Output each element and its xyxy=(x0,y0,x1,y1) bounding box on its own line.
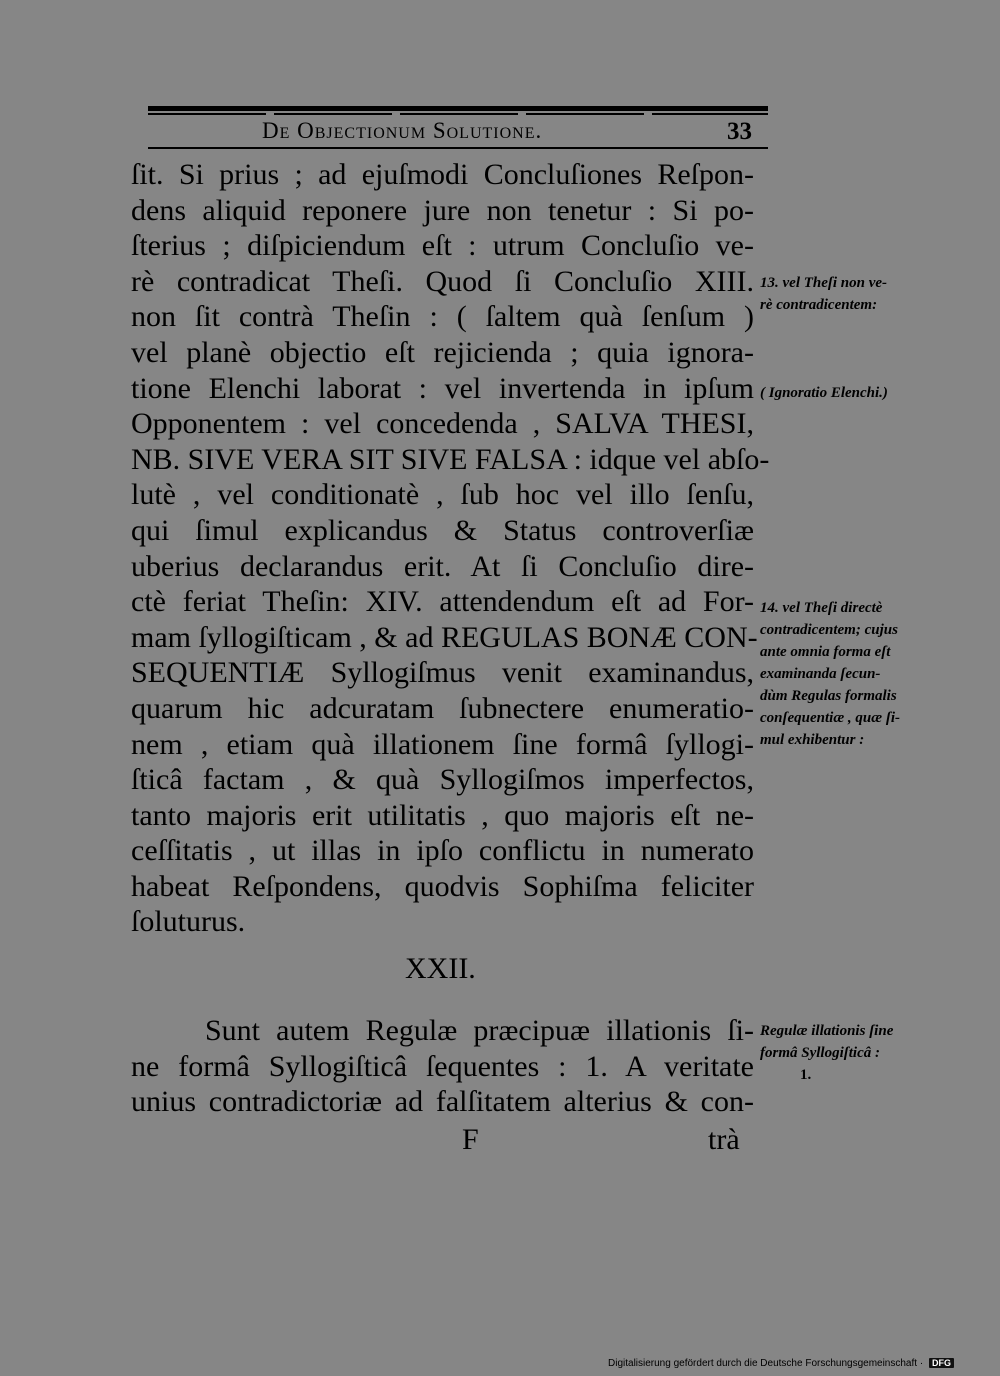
digitization-credit xyxy=(608,1358,954,1369)
text-line: uberius declarandus erit. At ſi Concluſio dire- xyxy=(131,549,754,583)
margin-note-line: 1. xyxy=(800,1067,812,1083)
margin-note-ignoratio xyxy=(760,382,888,404)
page-number: 33 xyxy=(727,118,752,145)
catchword: trà xyxy=(708,1123,740,1156)
text-line: Sunt autem Regulæ præcipuæ illationis ſi- xyxy=(205,1014,754,1047)
credit-text: Digitalisierung gefördert durch die Deutsche Forschungsgemeinschaft · xyxy=(608,1358,924,1369)
margin-note-line: Regulæ illationis ſine xyxy=(760,1023,894,1039)
text-line: Opponentem : vel concedenda , SALVA THESI, xyxy=(131,407,754,441)
text-line: tione Elenchi laborat : vel invertenda in ipſum xyxy=(131,371,754,405)
text-line: dens aliquid reponere jure non tenetur : Si po- xyxy=(131,193,754,227)
margin-note-line: dùm Regulas formalis xyxy=(760,688,897,704)
margin-note-line: 14. vel Theſi directè xyxy=(760,600,883,616)
section-number: XXII. xyxy=(405,952,476,985)
signature-mark: F xyxy=(462,1123,479,1156)
margin-note-14 xyxy=(760,597,900,751)
margin-note-line: ante omnia forma eſt xyxy=(760,644,891,660)
margin-note-line: conſequentiæ , quæ ſi- xyxy=(760,710,900,726)
text-line: quarum hic adcuratam ſubnectere enumeratio- xyxy=(131,691,754,725)
margin-note-line: ( Ignoratio Elenchi.) xyxy=(760,385,888,401)
text-line: ſticâ factam , & quà Syllogiſmos imperfectos, xyxy=(131,763,754,797)
dfg-logo: DFG xyxy=(929,1358,954,1368)
text-line: tanto majoris erit utilitatis , quo majoris eſt ne- xyxy=(131,798,754,832)
margin-note-line: 13. vel Theſi non ve- xyxy=(760,275,888,291)
section-text-block xyxy=(131,1013,754,1120)
text-line: qui ſimul explicandus & Status controverſiæ xyxy=(131,513,754,547)
header-rule-dashed xyxy=(148,113,768,115)
text-line: ceſſitatis , ut illas in ipſo conflictu in numerato xyxy=(131,834,754,868)
text-line: ne formâ Syllogiſticâ ſequentes : 1. A veritate xyxy=(131,1049,754,1083)
text-line: ſterius ; diſpiciendum eſt : utrum Concluſio ve- xyxy=(131,229,754,263)
running-head: De Objectionum Solutione. xyxy=(262,118,543,143)
header-rule-bottom xyxy=(148,147,768,149)
text-line: ſit. Si prius ; ad ejuſmodi Concluſiones Reſpon- xyxy=(131,158,754,191)
text-line: vel planè objectio eſt rejicienda ; quia ignora- xyxy=(131,335,754,369)
text-line: habeat Reſpondens, quodvis Sophiſma feliciter xyxy=(131,869,754,903)
margin-note-line: rè contradicentem: xyxy=(760,297,878,313)
text-line: non ſit contrà Theſin : ( ſaltem quà ſenſum ) xyxy=(131,300,754,334)
margin-note-line: examinanda ſecun- xyxy=(760,666,881,682)
text-line: lutè , vel conditionatè , ſub hoc vel illo ſenſu, xyxy=(131,478,754,512)
text-line: NB. SIVE VERA SIT SIVE FALSA : idque vel abſo- xyxy=(131,442,770,476)
text-line: ctè feriat Theſin: XIV. attendendum eſt ad For- xyxy=(131,585,754,619)
main-text-block xyxy=(131,157,770,940)
margin-note-line: contradicentem; cujus xyxy=(760,622,898,638)
margin-note-line: mul exhibentur : xyxy=(760,732,865,748)
text-line: mam ſyllogiſticam , & ad REGULAS BONÆ CON- xyxy=(131,620,758,654)
margin-note-13 xyxy=(760,272,887,316)
margin-note-regulae xyxy=(760,1020,893,1086)
text-line: unius contradictoriæ ad falſitatem alterius & con- xyxy=(131,1085,754,1119)
text-line: rè contradicat Theſi. Quod ſi Concluſio XIII. xyxy=(131,264,754,298)
text-line: SEQUENTIÆ Syllogiſmus venit examinandus, xyxy=(131,656,754,690)
header-rule-top xyxy=(148,106,768,111)
text-line: ſoluturus. xyxy=(131,905,246,939)
text-line: nem , etiam quà illationem ſine formâ ſyllogi- xyxy=(131,727,754,761)
margin-note-line: formâ Syllogiſticâ : xyxy=(760,1045,880,1061)
